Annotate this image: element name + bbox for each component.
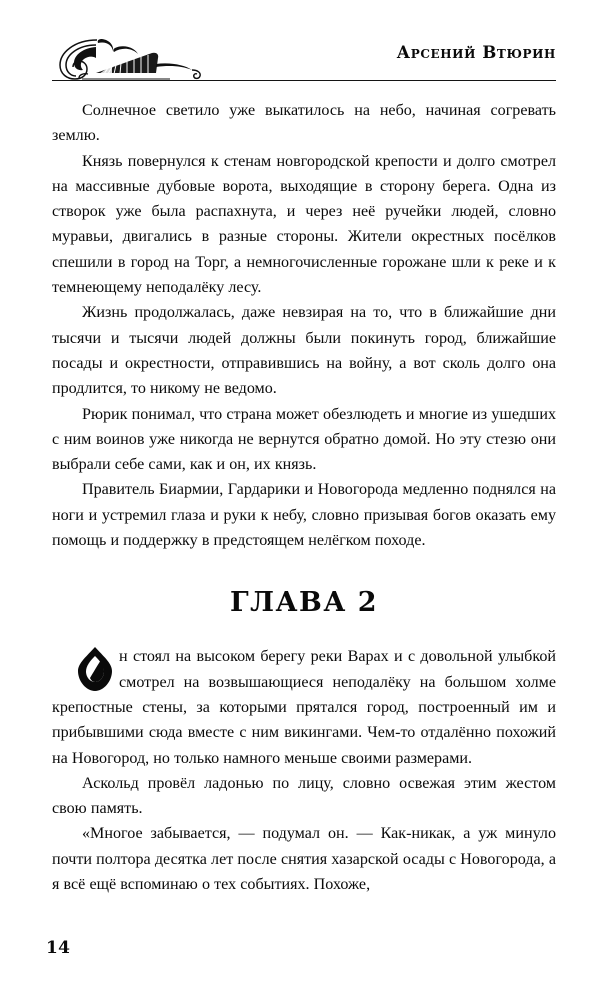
running-head-rule <box>52 80 556 81</box>
paragraph: Правитель Биармии, Гардарики и Новогорода медленно поднялся на ноги и устремил глаза и руки к небу, словно призывая богов оказать ему помощь и поддержку в предстоящем нелёгком походе. <box>52 481 556 550</box>
page-text-block <box>52 98 556 897</box>
scroll-flourish-ornament-icon <box>52 34 212 82</box>
running-head-author: Арсений Втюрин <box>396 43 556 62</box>
paragraph: Князь повернулся к стенам новгородской крепости и долго смотрел на массивные дубовые ворота, выходящие в сторону берега. Одна из створок уже была распахнута, и через неё ручейки людей, словно муравьи, двигались в разные стороны. Жители окрестных посёлков спешили в город на Торг, а немногочисленные горожане шли к реке и к темнеющему неподалёку лесу. <box>52 152 556 297</box>
page-number: 14 <box>46 938 71 958</box>
paragraph: Рюрик понимал, что страна может обезлюдеть и многие из ушедших с ним воинов уже никогда не вернутся обратно домой. Но эту стезю они выбрали себе сами, как и он, их князь. <box>52 405 556 474</box>
chapter-heading: ГЛАВА 2 <box>229 587 378 619</box>
paragraph: Аскольд провёл ладонью по лицу, словно освежая этим жестом свою память. <box>52 774 556 818</box>
chapter-first-paragraph-text: н стоял на высоком берегу реки Варах и с довольной улыбкой смотрел на возвышающиеся неподалёку на большом холме крепостные стены, за которыми прятался город, построенный им и прибывшими сюда вместе с ним викингами. Чем-то отдалённо похожий на Новогород, но только намного меньше своими размерами. <box>52 648 556 767</box>
running-head <box>52 34 556 84</box>
paragraph: Солнечное светило уже выкатилось на небо, начиная согревать землю. <box>52 102 556 145</box>
paragraph: Жизнь продолжалась, даже невзирая на то, что в ближайшие дни тысячи и тысячи людей должны были покинуть город, ближайшие посады и окрестности, отправившись на войну, а вот сколь долго она продлится, то никому не ведомо. <box>52 304 556 398</box>
ornamental-dropcap-o-icon <box>78 647 112 691</box>
paragraph: «Многое забывается, — подумал он. — Как-никак, а уж минуло почти полтора десятка лет после снятия хазарской осады с Новогорода, а я всё ещё вспоминаю о тех событиях. Похоже, <box>52 825 556 894</box>
chapter-first-paragraph <box>52 644 556 770</box>
